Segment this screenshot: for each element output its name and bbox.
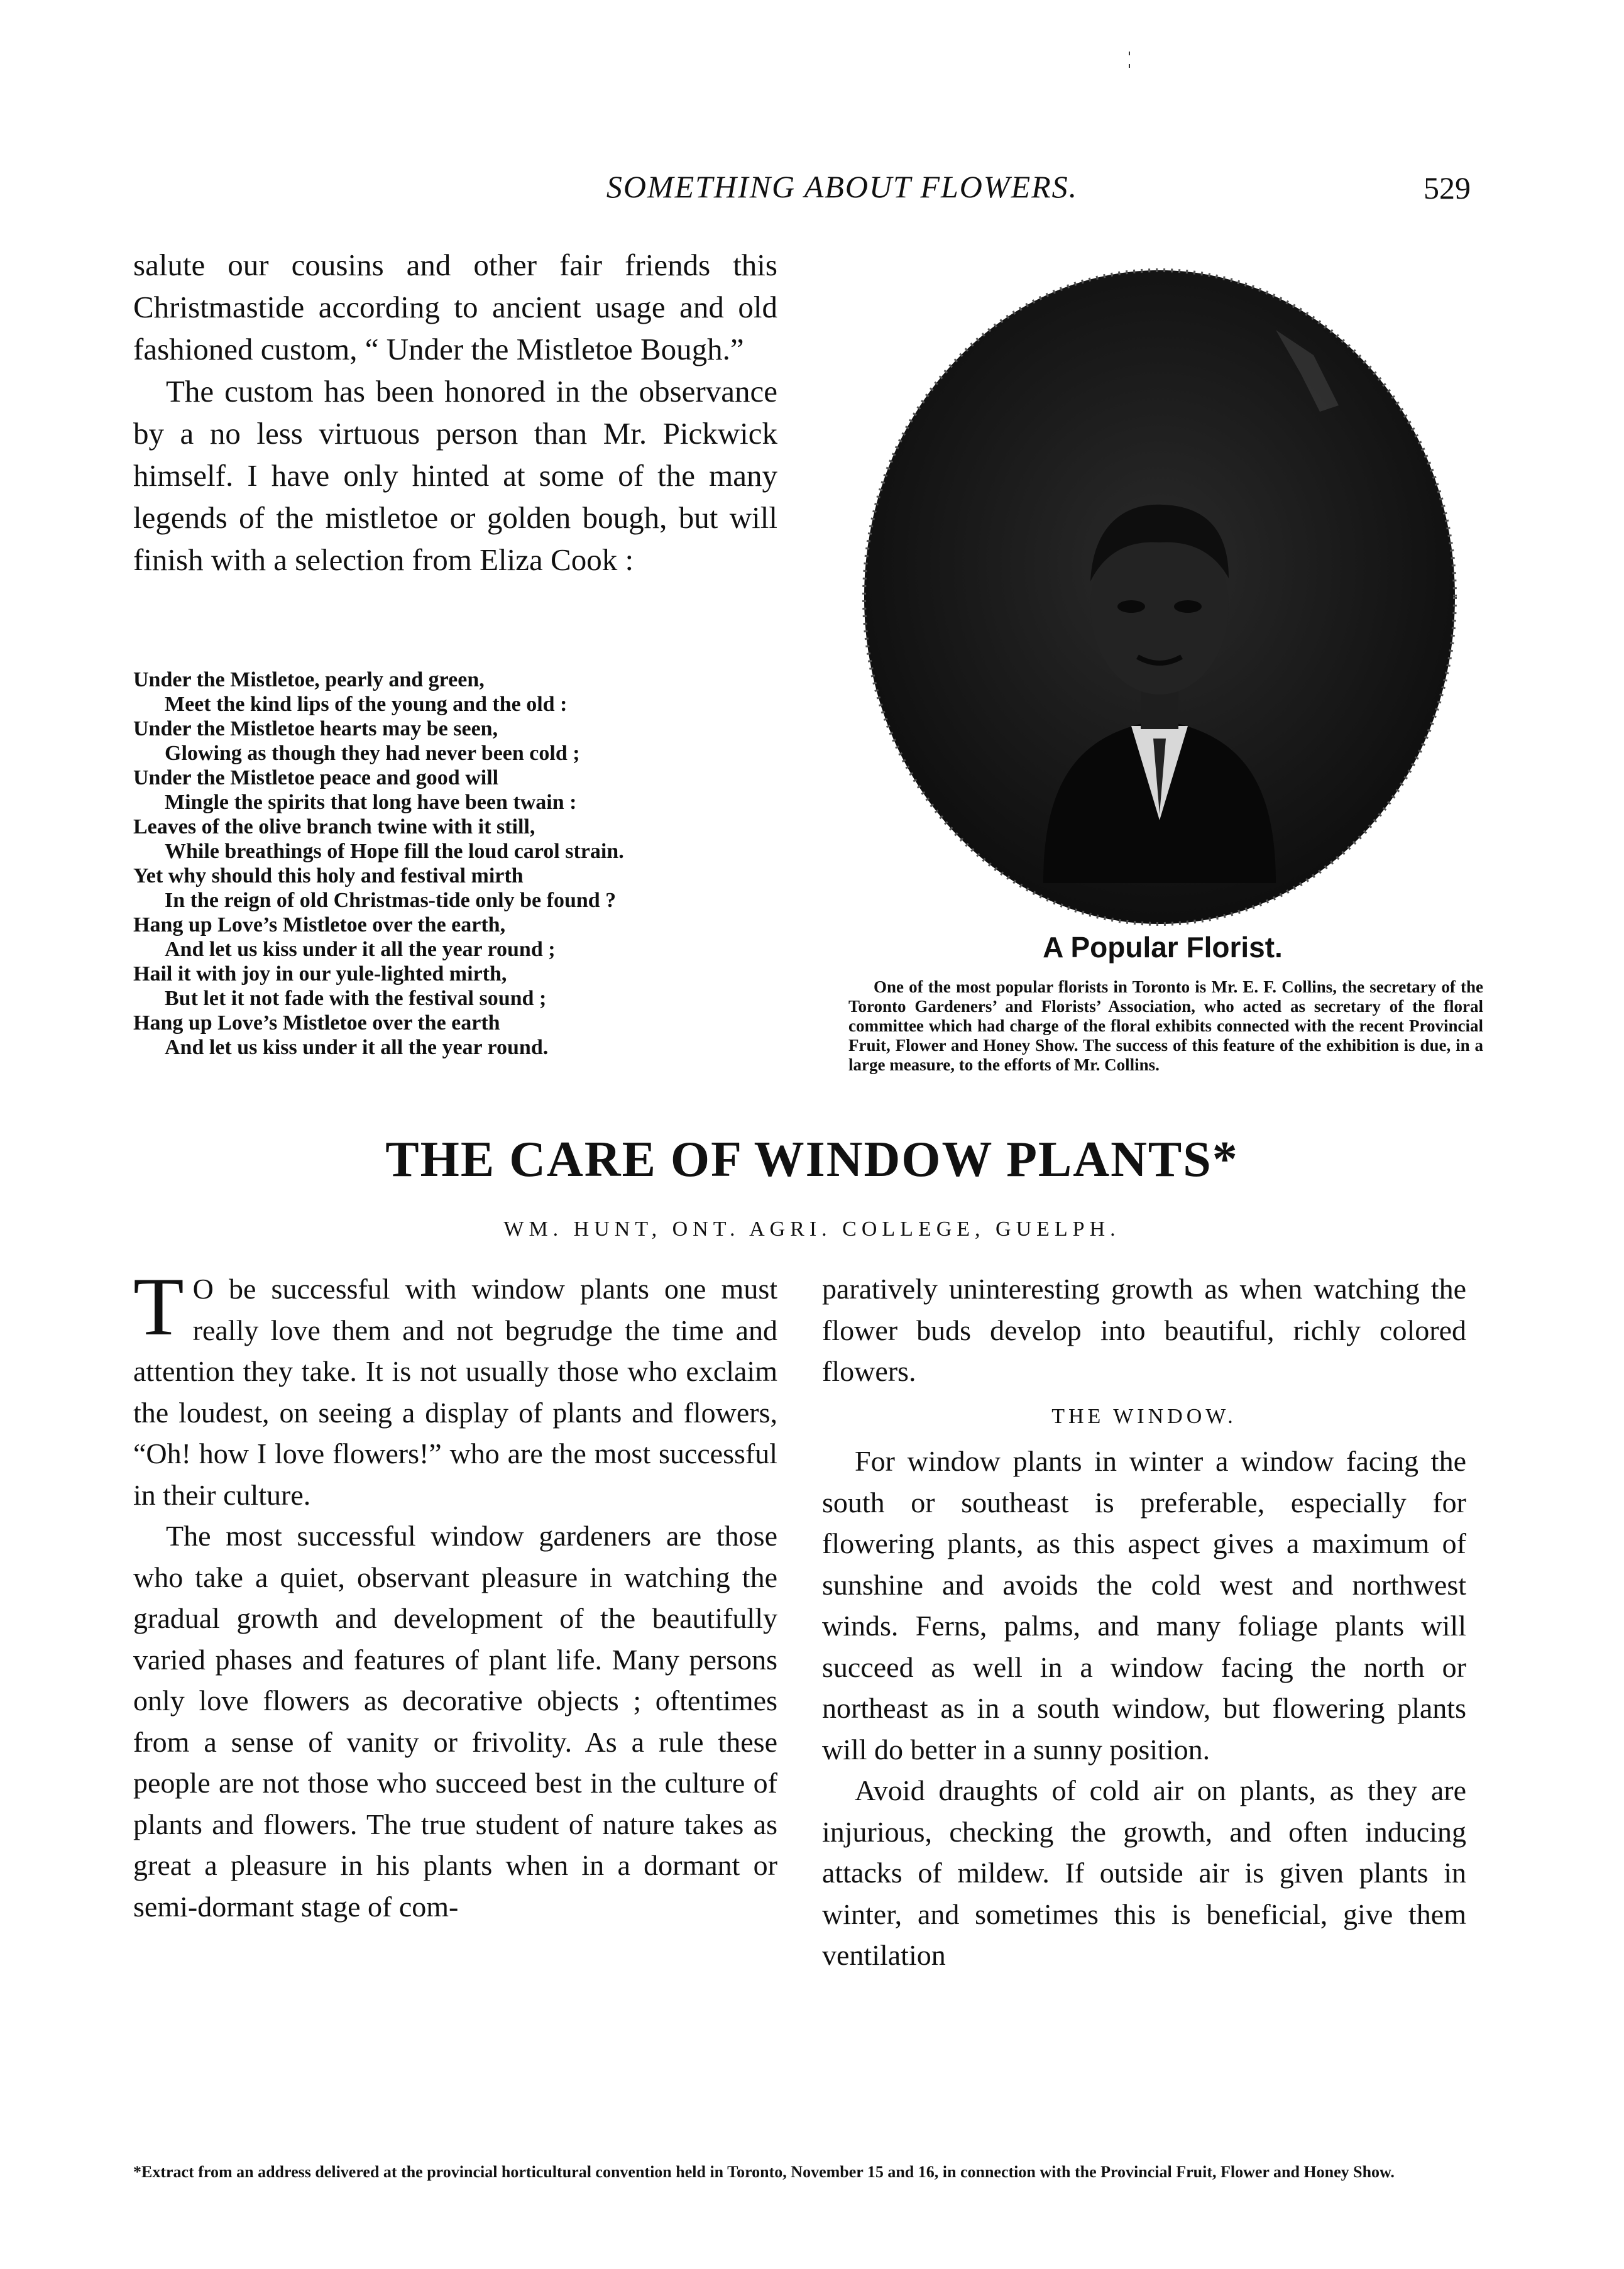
poem-line: Yet why should this holy and festival mirth	[133, 864, 524, 887]
intro-paragraph: The custom has been honored in the observance by a no less virtuous person than Mr. Pickwick himself. I have only hinted at some of the many legends of the mistletoe or golden bough, but will finish with a selection from Eliza Cook :	[133, 374, 777, 577]
intro-paragraph: salute our cousins and other fair friends this Christmastide according to ancient usage and old fashioned custom, “ Under the Mistletoe Bough.”	[133, 248, 777, 366]
caption-body: One of the most popular florists in Toronto is Mr. E. F. Collins, the secretary of the Toronto Gardeners’ and Florists’ Association, who acted as secretary of the floral committee which had charge of the floral exhibits connected with the recent Provincial Fruit, Flower and Honey Show. The success of this feature of the exhibition is due, in a large measure, to the efforts of Mr. Collins.	[848, 977, 1483, 1074]
poem-line: Hail it with joy in our yule-lighted mirth,	[133, 962, 507, 986]
poem-line: And let us kiss under it all the year round ;	[165, 938, 556, 961]
running-head: SOMETHING ABOUT FLOWERS.	[606, 169, 1078, 204]
article-left-column	[133, 1260, 777, 1927]
poem-line: Hang up Love’s Mistletoe over the earth,	[133, 913, 506, 937]
page-number: 529	[1424, 170, 1471, 206]
article-title: THE CARE OF WINDOW PLANTS*	[385, 1132, 1239, 1187]
print-speck	[1128, 52, 1131, 70]
poem-line: Leaves of the olive branch twine with it still,	[133, 815, 535, 838]
poem-line: Under the Mistletoe peace and good will	[133, 766, 499, 789]
poem-line: Meet the kind lips of the young and the old :	[165, 693, 568, 716]
portrait-photo	[836, 255, 1490, 940]
article-paragraph: paratively uninteresting growth as when watching the flower buds develop into beautiful, richly colored flowers.	[822, 1273, 1466, 1387]
article-paragraph: O be successful with window plants one must really love them and not begrudge the time and attention they take. It is not usually those who exclaim the loudest, on seeing a display of plants and flowers, “Oh! how I love flowers!” who are the most successful in their culture.	[133, 1273, 777, 1511]
poem-line: Under the Mistletoe, pearly and green,	[133, 668, 485, 691]
poem-line: Hang up Love’s Mistletoe over the earth	[133, 1011, 500, 1035]
section-heading: THE WINDOW.	[1051, 1404, 1237, 1428]
poem-line: But let it not fade with the festival sound ;	[165, 987, 547, 1010]
footnote: *Extract from an address delivered at the provincial horticultural convention held in Toronto, November 15 and 16, in connection with the Provincial Fruit, Flower and Honey Show.	[133, 2163, 1395, 2181]
article-paragraph: The most successful window gardeners are those who take a quiet, observant pleasure in watching the gradual growth and development of the beautifully varied phases and features of plant life. Many persons only love flowers as decorative objects ; oftentimes from a sense of vanity or frivolity. As a rule these people are not those who succeed best in the culture of plants and flowers. The true student of nature takes as great a pleasure in his plants when in a dormant or semi-dormant stage of com-	[133, 1520, 777, 1923]
poem-line: Glowing as though they had never been cold ;	[165, 742, 580, 765]
article-paragraph: For window plants in winter a window facing the south or southeast is preferable, especially for flowering plants, as this aspect gives a maximum of sunshine and avoids the cold west and northwest winds. Ferns, palms, and many foliage plants will succeed as well in a window facing the north or northeast as in a south window, but flowering plants will do better in a sunny position.	[822, 1445, 1466, 1766]
poem-line: In the reign of old Christmas-tide only be found ?	[165, 889, 617, 912]
caption-title: A Popular Florist.	[1043, 931, 1283, 964]
florist-portrait	[836, 255, 1490, 940]
poem-line: Under the Mistletoe hearts may be seen,	[133, 717, 498, 740]
poem-line: Mingle the spirits that long have been twain :	[165, 791, 577, 814]
poem-line: And let us kiss under it all the year round.	[165, 1036, 549, 1059]
article-paragraph: Avoid draughts of cold air on plants, as they are injurious, checking the growth, and often inducing attacks of mildew. If outside air is given plants in winter, and sometimes this is beneficial, give them ventilation	[822, 1774, 1466, 1971]
intro-column	[133, 244, 777, 581]
mistletoe-poem	[133, 668, 799, 1060]
article-byline: WM. HUNT, ONT. AGRI. COLLEGE, GUELPH.	[503, 1217, 1121, 1241]
article-right-column	[822, 1268, 1466, 1976]
poem-line: While breathings of Hope fill the loud carol strain.	[165, 840, 624, 863]
drop-cap: T	[133, 1260, 184, 1353]
